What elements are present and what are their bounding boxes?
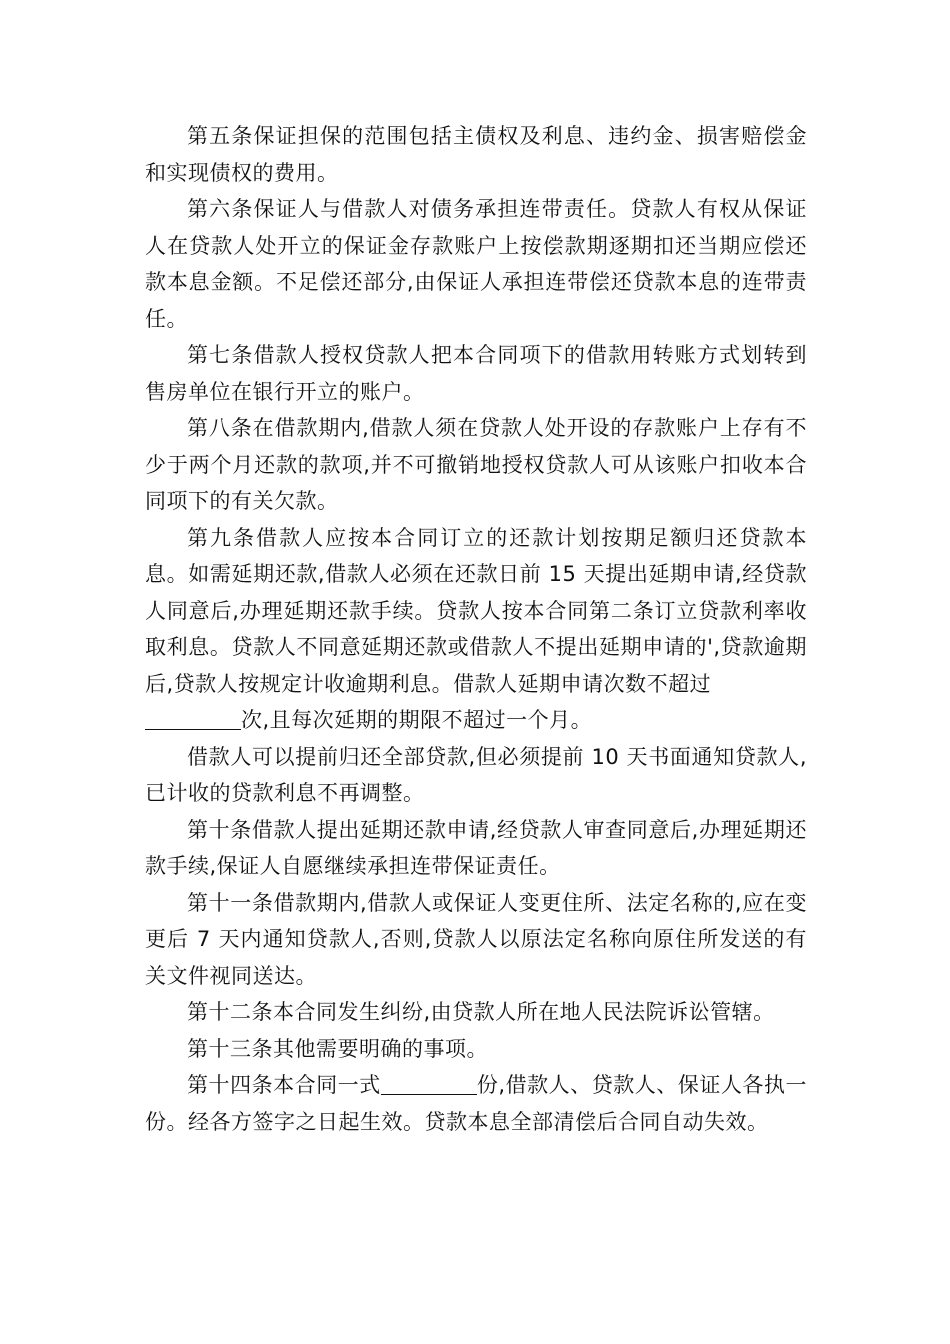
- article-13-paragraph: [145, 1031, 807, 1068]
- document-body: [145, 118, 807, 1140]
- article-10-paragraph: [145, 812, 807, 885]
- paragraph-text: 第十条借款人提出延期还款申请,经贷款人审查同意后,办理延期还款手续,保证人自愿继续承担连带保证责任。: [145, 817, 807, 878]
- early-repayment-paragraph: [145, 739, 807, 812]
- paragraph-text-after-blank: 份,借款人、贷款人、保证人各执一份。经各方签字之日起生效。贷款本息全部清偿后合同自动失效。: [145, 1073, 807, 1134]
- paragraph-text: 第十二条本合同发生纠纷,由贷款人所在地人民法院诉讼管辖。: [187, 1000, 775, 1024]
- article-6-paragraph: [145, 191, 807, 337]
- paragraph-text: 借款人可以提前归还全部贷款,但必须提前 10 天书面通知贷款人,已计收的贷款利息不再调整。: [145, 744, 807, 805]
- article-9-paragraph: [145, 520, 807, 739]
- paragraph-text: 第十三条其他需要明确的事项。: [187, 1036, 488, 1061]
- paragraph-text: 第五条保证担保的范围包括主债权及利息、违约金、损害赔偿金和实现债权的费用。: [145, 124, 807, 185]
- article-12-paragraph: [145, 994, 807, 1031]
- paragraph-text: 第九条借款人应按本合同订立的还款计划按期足额归还贷款本息。如需延期还款,借款人必须在还款日前 15 天提出延期申请,经贷款人同意后,办理延期还款手续。贷款人按本合同第二条订立贷款利率收取利息。贷款人不同意延期还款或借款人不提出延期申请的',贷款逾期后,贷款人按规定计收逾期利息。借款人延期申请次数不超过: [145, 525, 807, 696]
- article-8-paragraph: [145, 410, 807, 520]
- fill-in-blank-copy-count[interactable]: [381, 1073, 477, 1095]
- fill-in-blank-extension-count[interactable]: [145, 708, 241, 730]
- paragraph-text: 第十四条本合同一式: [187, 1073, 381, 1097]
- article-11-paragraph: [145, 885, 807, 995]
- paragraph-text: 第八条在借款期内,借款人须在贷款人处开设的存款账户上存有不少于两个月还款的款项,并不可撤销地授权贷款人可从该账户扣收本合同项下的有关欠款。: [145, 416, 807, 513]
- paragraph-text: 第七条借款人授权贷款人把本合同项下的借款用转账方式划转到售房单位在银行开立的账户。: [145, 343, 807, 404]
- paragraph-text: 第十一条借款期内,借款人或保证人变更住所、法定名称的,应在变更后 7 天内通知贷款人,否则,贷款人以原法定名称向原住所发送的有关文件视同送达。: [145, 890, 807, 988]
- article-7-paragraph: [145, 337, 807, 410]
- article-5-paragraph: [145, 118, 807, 191]
- paragraph-text: 第六条保证人与借款人对债务承担连带责任。贷款人有权从保证人在贷款人处开立的保证金存款账户上按偿款期逐期扣还当期应偿还款本息金额。不足偿还部分,由保证人承担连带偿还贷款本息的连带责任。: [145, 197, 807, 331]
- article-14-paragraph: [145, 1067, 807, 1140]
- paragraph-text-after-blank: 次,且每次延期的期限不超过一个月。: [241, 708, 593, 732]
